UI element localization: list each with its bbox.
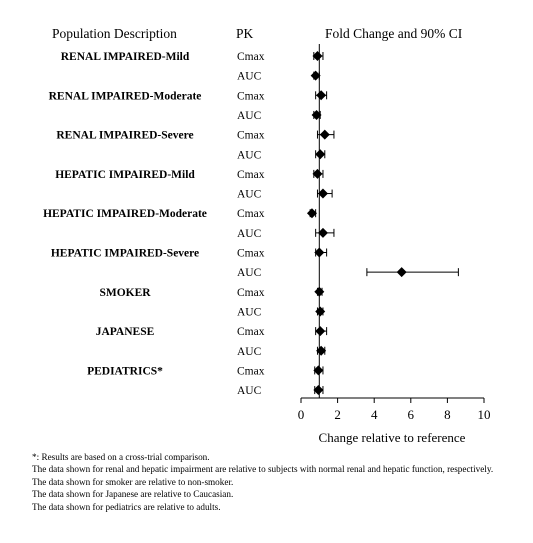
estimate-marker — [397, 267, 407, 277]
estimate-marker — [314, 287, 324, 297]
group-label: HEPATIC IMPAIRED-Severe — [50, 247, 200, 260]
footnote: *: Results are based on a cross-trial comparison. — [32, 452, 210, 462]
pk-label: AUC — [237, 188, 262, 201]
pk-label: AUC — [237, 70, 262, 83]
pk-label: Cmax — [237, 247, 265, 260]
pk-label: Cmax — [237, 90, 265, 103]
pk-label: AUC — [237, 385, 262, 398]
pk-label: Cmax — [237, 168, 265, 181]
header-effect: Fold Change and 90% CI — [325, 26, 463, 41]
group-label: RENAL IMPAIRED-Severe — [56, 129, 194, 142]
pk-label: AUC — [237, 267, 262, 280]
x-tick-label: 4 — [370, 407, 378, 422]
x-tick-label: 2 — [334, 407, 341, 422]
pk-label: AUC — [237, 227, 262, 240]
x-tick-label: 6 — [407, 407, 415, 422]
pk-label: Cmax — [237, 51, 265, 63]
pk-label: Cmax — [237, 326, 265, 339]
estimate-marker — [315, 149, 325, 159]
x-tick-label: 8 — [444, 407, 451, 422]
estimate-marker — [315, 306, 325, 316]
forest-rows — [43, 44, 458, 398]
pk-label: Cmax — [237, 286, 265, 299]
pk-label: AUC — [237, 149, 262, 162]
footnote: The data shown for renal and hepatic impairment are relative to subjects with normal renal and hepatic function, respectively. — [32, 464, 494, 475]
pk-label: AUC — [237, 345, 262, 358]
x-axis — [298, 398, 491, 422]
group-label: HEPATIC IMPAIRED-Moderate — [43, 208, 207, 221]
x-axis-label: Change relative to reference — [318, 430, 466, 445]
pk-label: AUC — [237, 306, 262, 319]
footnotes — [32, 451, 527, 513]
header-population: Population Description — [52, 26, 177, 41]
group-label: JAPANESE — [95, 326, 155, 339]
estimate-marker — [320, 130, 330, 140]
estimate-marker — [316, 90, 326, 100]
group-label: SMOKER — [99, 286, 151, 299]
pk-label: Cmax — [237, 208, 265, 221]
footnote: The data shown for pediatrics are relative to adults. — [32, 501, 221, 512]
group-label: PEDIATRICS* — [87, 365, 163, 378]
estimate-marker — [315, 326, 325, 336]
footnote: The data shown for Japanese are relative to Caucasian. — [32, 489, 234, 500]
group-label: HEPATIC IMPAIRED-Mild — [55, 168, 195, 181]
x-tick-label: 10 — [477, 407, 491, 422]
x-tick-label: 0 — [297, 407, 305, 422]
header-pk: PK — [236, 26, 254, 41]
footnote: The data shown for smoker are relative to non-smoker. — [32, 476, 234, 487]
pk-label: AUC — [237, 109, 262, 122]
group-label: RENAL IMPAIRED-Moderate — [48, 90, 202, 103]
pk-label: Cmax — [237, 365, 265, 378]
group-label: RENAL IMPAIRED-Mild — [60, 51, 190, 63]
pk-label: Cmax — [237, 129, 265, 142]
